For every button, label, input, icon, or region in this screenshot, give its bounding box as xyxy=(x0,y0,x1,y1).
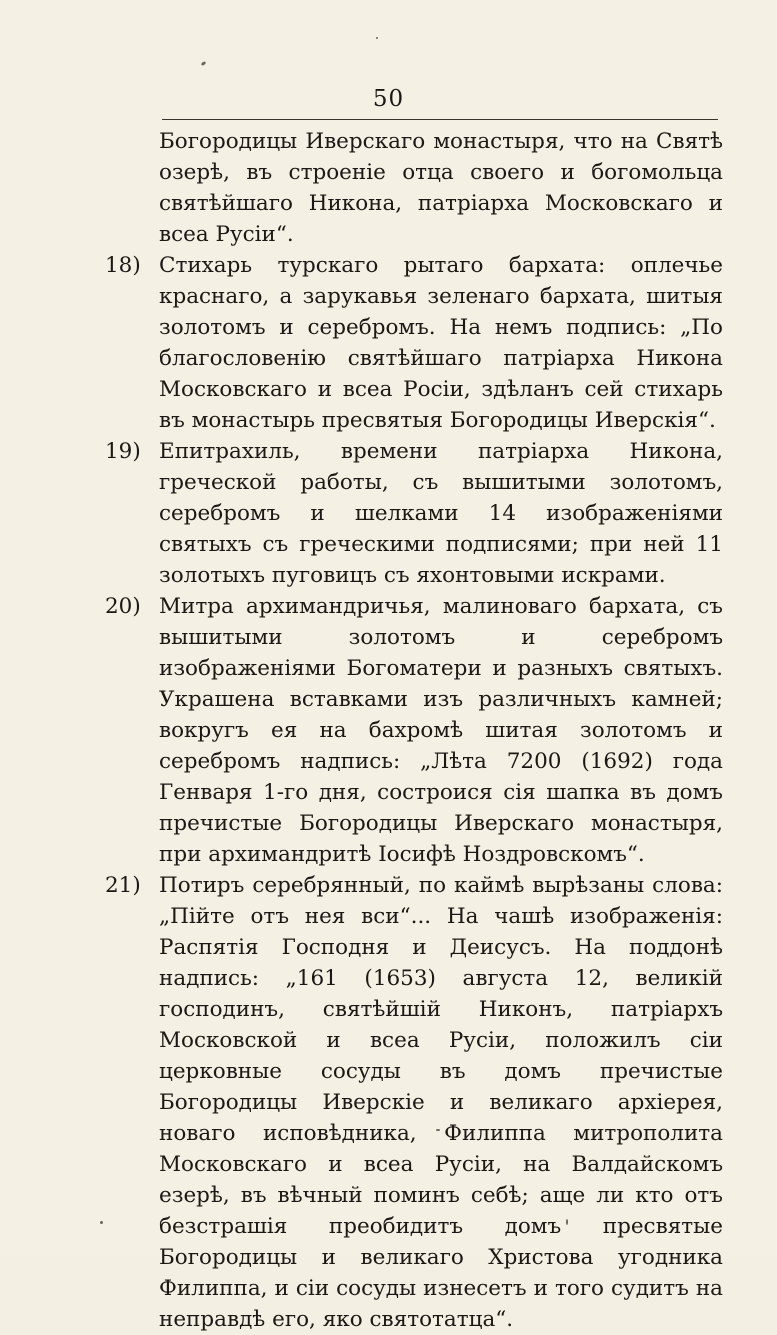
list-item-21 xyxy=(105,870,723,1335)
item-number: 19) xyxy=(105,439,141,464)
list-item-19 xyxy=(105,436,723,591)
ink-speck xyxy=(100,1221,103,1224)
ink-speck xyxy=(201,61,207,66)
list-item-18 xyxy=(105,250,723,436)
page-text xyxy=(105,126,723,1335)
item-text: Стихарь турскаго рытаго бархата: оплечье краснаго, а зарукавья зеленаго бархата, шитыя золотомъ и серебромъ. На немъ подпись: „По благословенію святѣйшаго патріарха Никона Московскаго и всеа Росіи, здѣланъ сей стихарь въ монастырь пресвятыя Богородицы Иверскія“. xyxy=(159,253,723,433)
header-rule xyxy=(162,119,718,120)
continued-paragraph: Богородицы Иверскаго монастыря, что на Святѣ озерѣ, въ строеніе отца своего и богомольца святѣйшаго Никона, патріарха Московскаго и всеа Русіи“. xyxy=(159,129,723,247)
page-number: 50 xyxy=(372,86,405,112)
item-text: Митра архимандричья, малиноваго бархата, съ вышитыми золотомъ и серебромъ изображеніями Богоматери и разныхъ святыхъ. Украшена вставками изъ различныхъ камней; вокругъ ея на бахромѣ шитая золотомъ и серебромъ надпись: „Лѣта 7200 (1692) года Генваря 1-го дня, состроися сія шапка въ домъ пречистые Богородицы Иверскаго монастыря, при архимандритѣ Іосифѣ Ноздровскомъ“. xyxy=(159,594,723,867)
item-text: Потиръ серебрянный, по каймѣ вырѣзаны слова: „Пійте отъ нея вси“... На чашѣ изображенія: Распятія Господня и Деисусъ. На поддонѣ надпись: „161 (1653) августа 12, великій господинъ, святѣйшій Никонъ, патріархъ Московской и всеа Русіи, положилъ сіи церковные сосуды въ домъ пречистые Богородицы Иверскіе и великаго архіерея, новаго исповѣдника, Филиппа митрополита Московскаго и всеа Русіи, на Валдайскомъ езерѣ, въ вѣчный поминъ себѣ; аще ли кто отъ безстрашія преобидитъ домъ пресвятые Богородицы и великаго Христова угодника Филиппа, и сіи сосуды изнесетъ и того судитъ на неправдѣ его, яко святотатца“. xyxy=(159,873,723,1332)
item-number: 18) xyxy=(105,253,141,278)
item-number: 21) xyxy=(105,873,141,898)
item-number: 20) xyxy=(105,594,141,619)
ink-speck xyxy=(376,37,378,39)
item-text: Епитрахиль, времени патріарха Никона, греческой работы, съ вышитыми золотомъ, серебромъ и шелками 14 изображеніями святыхъ съ греческими подписями; при ней 11 золотыхъ пуговицъ съ яхонтовыми искрами. xyxy=(159,439,723,588)
list-item-20 xyxy=(105,591,723,870)
